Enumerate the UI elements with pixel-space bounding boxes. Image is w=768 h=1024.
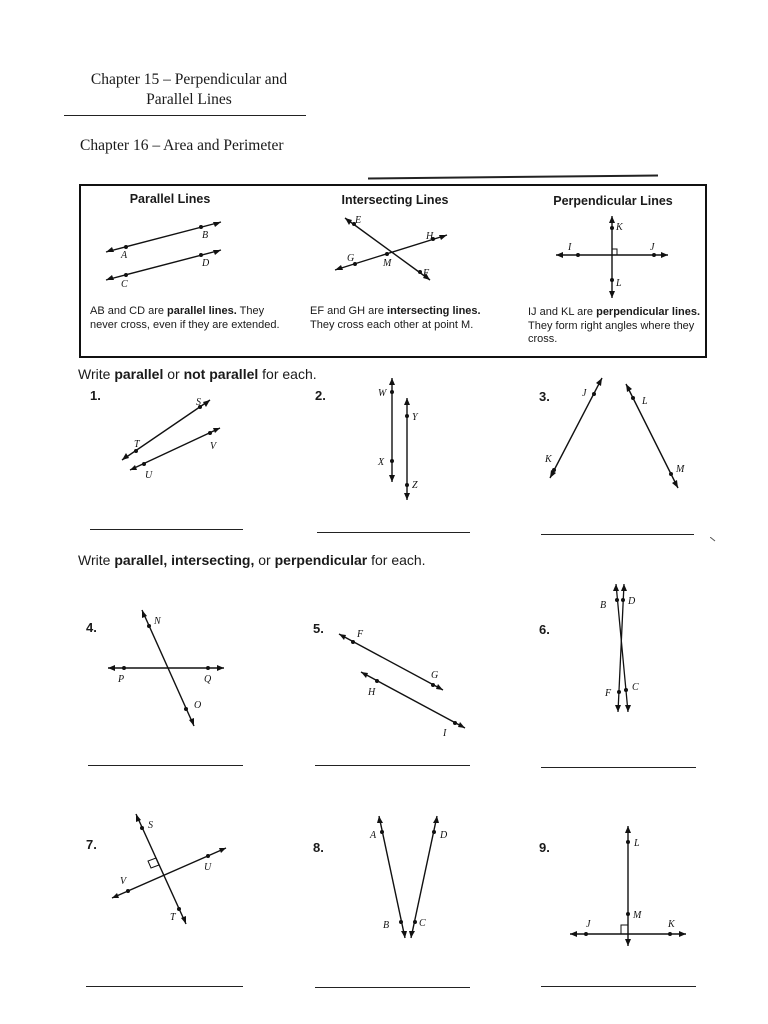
label-w: W: [378, 388, 387, 399]
label-m: M: [633, 910, 642, 921]
answer-line-7[interactable]: [86, 986, 243, 987]
label-i: I: [443, 728, 447, 739]
problem-8-diagram: [365, 810, 455, 945]
label-a: A: [370, 830, 377, 841]
label-j: J: [586, 919, 591, 930]
problem-7-diagram: [106, 808, 236, 933]
problem-2-number: 2.: [315, 388, 326, 403]
chapter-16-heading: Chapter 16 – Area and Perimeter: [80, 137, 284, 154]
label-l: L: [642, 396, 648, 407]
label-j: J: [650, 242, 655, 253]
label-d: D: [440, 830, 448, 841]
parallel-lines-diagram: [96, 212, 246, 292]
heading-divider: [64, 115, 306, 116]
problem-2-diagram: [370, 374, 430, 504]
label-u: U: [204, 862, 212, 873]
answer-line-5[interactable]: [315, 765, 470, 766]
answer-line-2[interactable]: [317, 532, 470, 533]
problem-1-number: 1.: [90, 388, 101, 403]
label-t: T: [134, 439, 140, 450]
problem-5-diagram: [335, 624, 475, 739]
label-s: S: [196, 397, 201, 408]
section1-instructions: Write parallel or not parallel for each.: [78, 366, 317, 382]
perpendicular-lines-diagram: [550, 212, 675, 302]
problem-1-diagram: [112, 392, 232, 482]
label-f: F: [605, 688, 612, 699]
label-k: K: [668, 919, 675, 930]
intersecting-description: EF and GH are intersecting lines. They cross each other at point M.: [310, 305, 481, 331]
label-o: O: [194, 700, 202, 711]
label-p: P: [118, 674, 125, 685]
label-b: B: [383, 920, 390, 931]
parallel-title: Parallel Lines: [129, 192, 211, 206]
chapter-15-heading: [84, 70, 294, 110]
label-n: N: [154, 616, 161, 627]
intersecting-lines-diagram: [325, 210, 455, 295]
perpendicular-title: Perpendicular Lines: [553, 194, 673, 208]
label-u: U: [145, 470, 153, 481]
label-c: C: [121, 279, 128, 290]
problem-9-diagram: [566, 822, 690, 952]
problem-5-number: 5.: [313, 621, 324, 636]
label-b: B: [600, 600, 607, 611]
label-q: Q: [204, 674, 212, 685]
label-h: H: [426, 231, 434, 242]
label-x: X: [378, 457, 385, 468]
answer-line-6[interactable]: [541, 767, 696, 768]
problem-7-number: 7.: [86, 837, 97, 852]
label-v: V: [120, 876, 127, 887]
label-d: D: [202, 258, 210, 269]
label-f: F: [423, 268, 430, 279]
problem-6-diagram: [592, 578, 662, 718]
label-v: V: [210, 441, 217, 452]
label-g: G: [347, 253, 355, 264]
label-l: L: [616, 278, 622, 289]
label-e: E: [355, 215, 362, 226]
label-s: S: [148, 820, 153, 831]
label-l: L: [634, 838, 640, 849]
answer-line-9[interactable]: [541, 986, 696, 987]
label-m: M: [676, 464, 685, 475]
chapter-15-line2: Parallel Lines: [146, 91, 232, 108]
label-b: B: [202, 230, 209, 241]
section2-instructions: Write parallel, intersecting, or perpendicular for each.: [78, 552, 426, 568]
label-d: D: [628, 596, 636, 607]
label-z: Z: [412, 480, 418, 491]
label-c: C: [632, 682, 639, 693]
label-f: F: [357, 629, 364, 640]
label-j: J: [582, 388, 587, 399]
problem-3-number: 3.: [539, 389, 550, 404]
label-t: T: [170, 912, 176, 923]
scan-speck: [710, 530, 716, 536]
label-c: C: [419, 918, 426, 929]
label-h: H: [368, 687, 376, 698]
label-k: K: [616, 222, 623, 233]
answer-line-8[interactable]: [315, 987, 470, 988]
problem-4-number: 4.: [86, 620, 97, 635]
problem-6-number: 6.: [539, 622, 550, 637]
label-g: G: [431, 670, 439, 681]
chapter-15-line1: Chapter 15 – Perpendicular and: [90, 71, 288, 88]
perpendicular-description: IJ and KL are perpendicular lines. They form right angles where they cross.: [528, 306, 701, 345]
scan-divider: [368, 174, 658, 179]
intersecting-title: Intersecting Lines: [341, 193, 449, 207]
problem-8-number: 8.: [313, 840, 324, 855]
problem-9-number: 9.: [539, 840, 550, 855]
answer-line-1[interactable]: [90, 529, 243, 530]
answer-line-4[interactable]: [88, 765, 243, 766]
label-a: A: [121, 250, 128, 261]
answer-line-3[interactable]: [541, 534, 694, 535]
label-m: M: [383, 258, 392, 269]
label-y: Y: [412, 412, 418, 423]
problem-3-diagram: [540, 374, 690, 494]
parallel-description: AB and CD are parallel lines. They never cross, even if they are extended.: [90, 305, 280, 331]
label-i: I: [568, 242, 572, 253]
problem-4-diagram: [104, 604, 228, 734]
label-k: K: [545, 454, 552, 465]
